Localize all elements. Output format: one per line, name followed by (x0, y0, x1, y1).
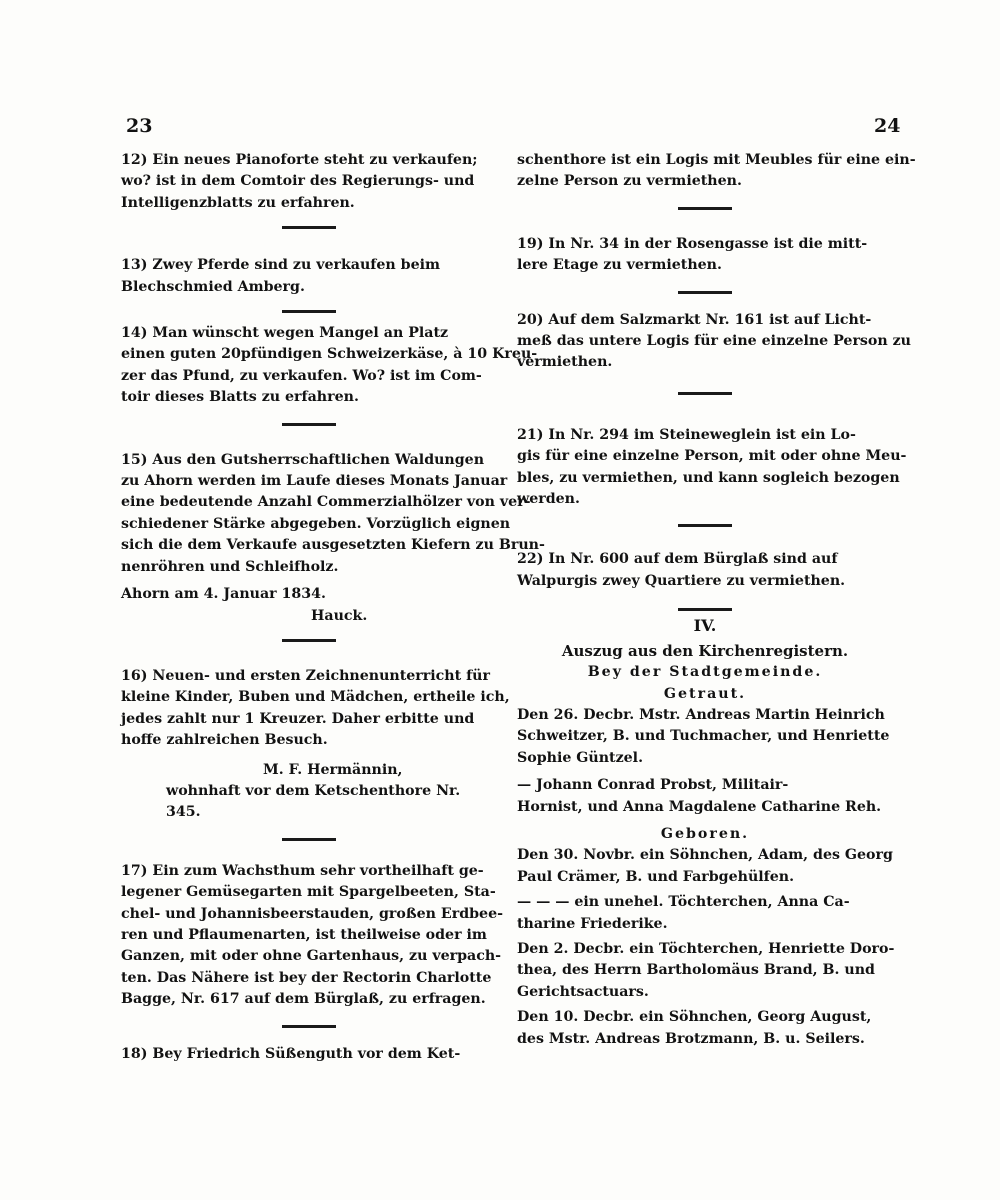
ad-19 (517, 234, 893, 277)
ad-15-signature: Hauck. (311, 607, 368, 624)
ad-15-place-date: Ahorn am 4. Januar 1834. (121, 586, 326, 603)
page-number-right: 24 (874, 115, 901, 137)
birth-record (517, 939, 893, 1003)
ad-12 (121, 150, 497, 214)
text-line: ren und Pflaumenarten, ist theilweise oder im (121, 926, 487, 943)
text-line: 15) Aus den Gutsherrschaftlichen Waldungen (121, 451, 485, 468)
text-line: zer das Pfund, zu verkaufen. Wo? ist im Com- (121, 367, 482, 384)
text-line: Gerichtsactuars. (517, 983, 649, 1000)
left-column (121, 150, 545, 1065)
text-line: wo? ist in dem Comtoir des Regierungs- und (121, 173, 475, 190)
text-line: Ganzen, mit oder ohne Gartenhaus, zu verpach- (121, 948, 502, 965)
text-line: bles, zu vermiethen, und kann sogleich bezogen (517, 469, 900, 486)
birth-record (517, 845, 893, 888)
text-line: hoffe zahlreichen Besuch. (121, 732, 328, 749)
birth-record (517, 892, 893, 935)
ad-17 (121, 861, 504, 1011)
text-line: 18) Bey Friedrich Süßenguth vor dem Ket- (121, 1045, 461, 1062)
text-line: — Johann Conrad Probst, Militair- (517, 777, 789, 794)
text-line: Paul Crämer, B. und Farbgehülfen. (517, 868, 795, 885)
text-line: Intelligenzblatts zu erfahren. (121, 194, 355, 211)
ad-15 (121, 450, 545, 578)
text-line: 19) In Nr. 34 in der Rosengasse ist die mitt- (517, 235, 868, 252)
text-line: schiedener Stärke abgegeben. Vorzüglich eignen (121, 515, 511, 532)
text-line: toir dieses Blatts zu erfahren. (121, 389, 359, 406)
text-line: Walpurgis zwey Quartiere zu vermiethen. (517, 572, 846, 589)
text-line: 22) In Nr. 600 auf dem Bürglaß sind auf (517, 551, 838, 568)
ad-16-signature: M. F. Hermännin, (263, 761, 403, 778)
text-line: Den 2. Decbr. ein Töchterchen, Henriette Doro- (517, 940, 895, 957)
text-line: des Mstr. Andreas Brotzmann, B. u. Seilers. (517, 1030, 865, 1047)
ad-20 (517, 310, 912, 374)
text-line: kleine Kinder, Buben und Mädchen, ertheile ich, (121, 689, 510, 706)
text-line: zelne Person zu vermiethen. (517, 173, 742, 190)
ad-14 (121, 323, 538, 409)
text-line: 20) Auf dem Salzmarkt Nr. 161 ist auf Licht- (517, 311, 872, 328)
text-line: werden. (517, 491, 580, 508)
text-line: legener Gemüsegarten mit Spargelbeeten, Sta- (121, 884, 496, 901)
marriage-record (517, 775, 893, 818)
text-line: sich die dem Verkaufe ausgesetzten Kiefern zu Brun- (121, 537, 545, 554)
text-line: Den 26. Decbr. Mstr. Andreas Martin Heinrich (517, 706, 885, 723)
section-number: IV. (693, 616, 717, 636)
married-heading: Getraut. (663, 685, 747, 702)
text-line: Blechschmied Amberg. (121, 278, 305, 295)
text-line: ten. Das Nähere ist bey der Rectorin Charlotte (121, 969, 492, 986)
text-line: — — — ein unehel. Töchterchen, Anna Ca- (517, 894, 850, 911)
text-line: Den 30. Novbr. ein Söhnchen, Adam, des Georg (517, 847, 893, 864)
text-line: Bagge, Nr. 617 auf dem Bürglaß, zu erfragen. (121, 991, 486, 1008)
text-line: gis für eine einzelne Person, mit oder ohne Meu- (517, 448, 907, 465)
text-line: meß das untere Logis für eine einzelne Person zu (517, 333, 912, 350)
ad-18 (121, 1044, 497, 1065)
text-line: lere Etage zu vermiethen. (517, 257, 722, 274)
text-line: 14) Man wünscht wegen Mangel an Platz (121, 325, 449, 342)
text-line: 21) In Nr. 294 im Steineweglein ist ein Lo- (517, 426, 856, 443)
ad-18-continued (517, 150, 916, 193)
text-line: 17) Ein zum Wachsthum sehr vortheilhaft ge- (121, 862, 484, 879)
ad-13 (121, 255, 497, 298)
page-number-left: 23 (126, 115, 153, 137)
text-line: schenthore ist ein Logis mit Meubles für eine ein- (517, 152, 916, 168)
text-line: 12) Ein neues Pianoforte steht zu verkaufen; (121, 152, 478, 168)
text-line: Den 10. Decbr. ein Söhnchen, Georg August, (517, 1009, 872, 1026)
text-line: jedes zahlt nur 1 Kreuzer. Daher erbitte und (121, 710, 475, 727)
section-title: Auszug aus den Kirchenregistern. (561, 641, 849, 660)
text-line: Schweitzer, B. und Tuchmacher, und Henriette (517, 728, 890, 745)
marriage-record (517, 705, 893, 769)
text-line: 16) Neuen- und ersten Zeichnenunterricht für (121, 667, 490, 684)
ad-16-address: wohnhaft vor dem Ketschenthore Nr. 345. (166, 782, 461, 821)
text-line: einen guten 20pfündigen Schweizerkäse, à 10 Kreu- (121, 346, 538, 363)
text-line: chel- und Johannisbeerstauden, großen Erdbee- (121, 905, 504, 922)
text-line: nenröhren und Schleifholz. (121, 558, 339, 575)
parish-heading: Bey der Stadtgemeinde. (587, 664, 823, 681)
text-line: eine bedeutende Anzahl Commerzialhölzer von ver- (121, 494, 531, 511)
text-line: tharine Friederike. (517, 915, 668, 932)
birth-record (517, 1007, 893, 1050)
text-line: Sophie Güntzel. (517, 749, 644, 766)
text-line: vermiethen. (517, 354, 613, 371)
text-line: Hornist, und Anna Magdalene Catharine Reh. (517, 798, 882, 815)
right-column (517, 150, 916, 1050)
born-heading: Geboren. (660, 825, 750, 842)
ad-21 (517, 425, 907, 511)
text-line: 13) Zwey Pferde sind zu verkaufen beim (121, 257, 441, 274)
ad-22 (517, 549, 893, 592)
text-line: thea, des Herrn Bartholomäus Brand, B. und (517, 962, 875, 979)
ad-16 (121, 666, 510, 752)
text-line: zu Ahorn werden im Laufe dieses Monats Januar (121, 473, 508, 490)
